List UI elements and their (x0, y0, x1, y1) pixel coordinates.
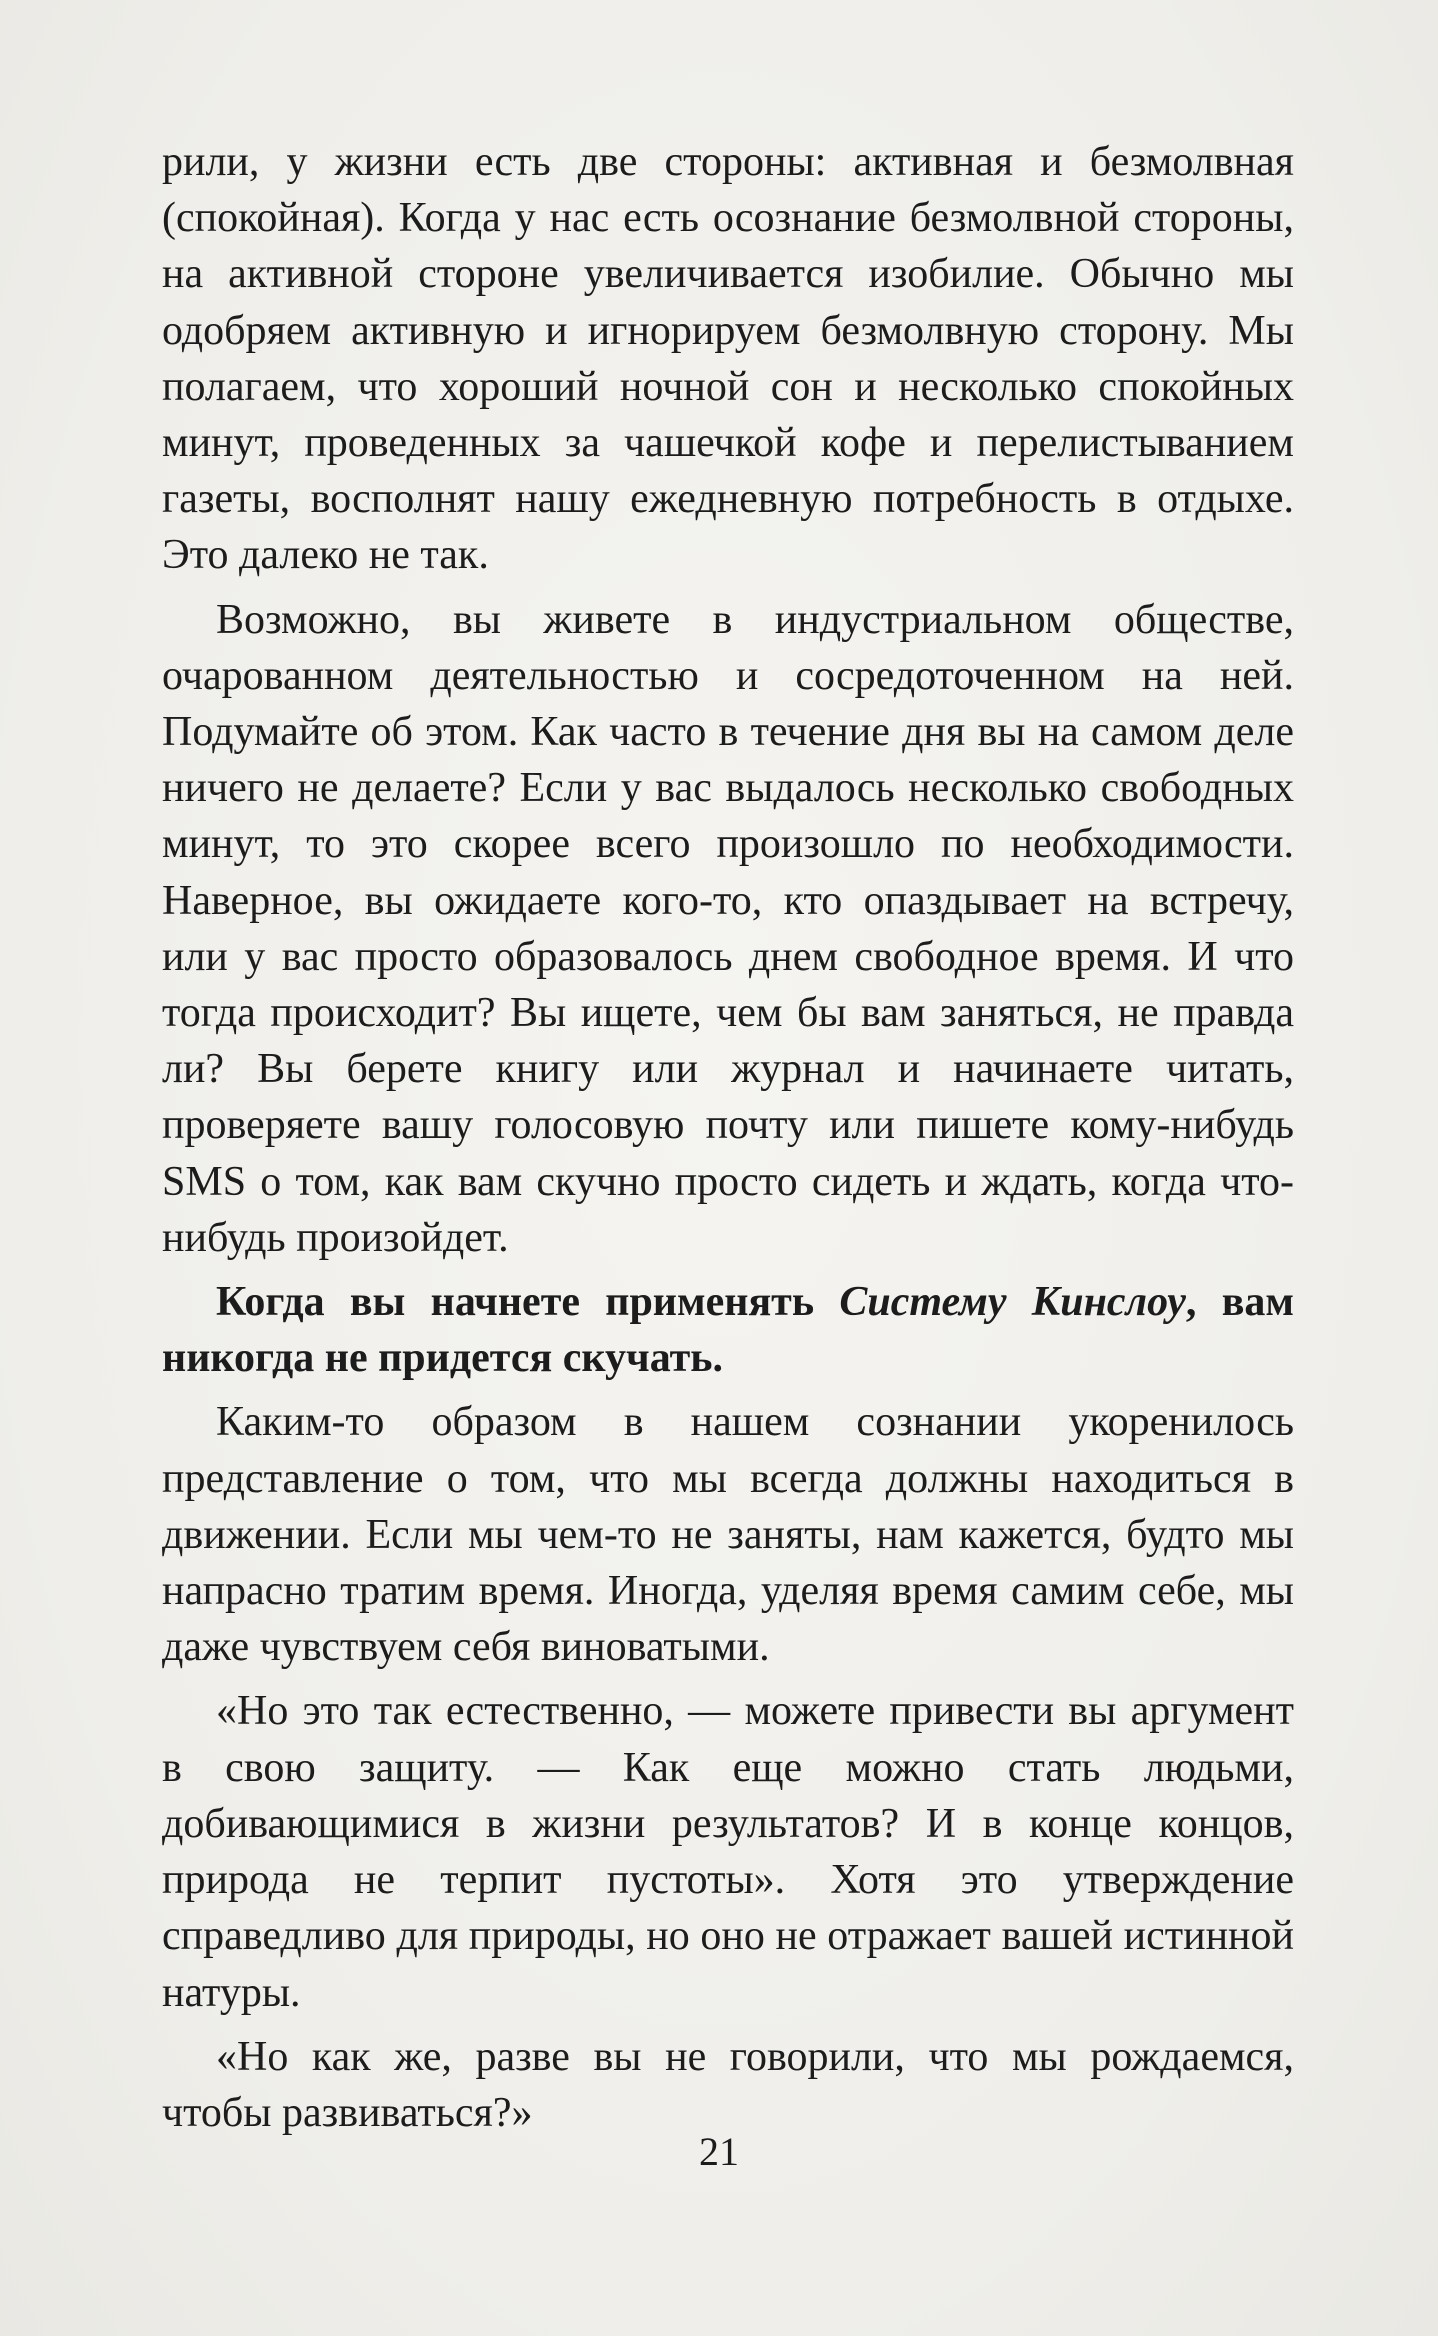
bold-paragraph-before: Когда вы начнете применять (216, 1279, 840, 1326)
bold-paragraph (162, 1274, 1294, 1386)
bold-paragraph-italic: Систему Кинслоу (839, 1279, 1186, 1326)
paragraph-4: Каким-то образом в нашем сознании укоренилось представление о том, что мы всегда должны находиться в движении. Если мы чем-то не заняты, нам кажется, будто мы напрасно тратим время. Иногда, уделяя время самим себе, мы даже чувствуем себя виноватыми. (162, 1399, 1294, 1671)
page-number: 21 (699, 2129, 739, 2174)
paragraph-1: рили, у жизни есть две стороны: активная и безмолвная (спокойная). Когда у нас есть осознание безмолвной стороны, на активной стороне увеличивается изобилие. Обычно мы одобряем активную и игнорируем безмолвную сторону. Мы полагаем, что хороший ночной сон и несколько спокойных минут, проведенных за чашечкой кофе и перелистыванием газеты, восполнят нашу ежедневную потребность в отдыхе. Это далеко не так. (162, 139, 1294, 579)
page-body (162, 134, 1294, 2149)
paragraph-5: «Но это так естественно, — можете привести вы аргумент в свою защиту. — Как еще можно стать людьми, добивающимися в жизни результатов? И в конце концов, природа не терпит пустоты». Хотя это утверждение справедливо для природы, но оно не отражает вашей истинной натуры. (162, 1688, 1294, 2016)
paragraph-2: Возможно, вы живете в индустриальном обществе, очарованном деятельностью и сосредоточенном на ней. Подумайте об этом. Как часто в течение дня вы на самом деле ничего не делаете? Если у вас выдалось несколько свободных минут, то это скорее всего произошло по необходимости. Наверное, вы ожидаете кого-то, кто опаздывает на встречу, или у вас просто образовалось днем свободное время. И что тогда происходит? Вы ищете, чем бы вам заняться, не правда ли? Вы берете книгу или журнал и начинаете читать, проверяете вашу голосовую почту или пишете кому-нибудь SMS о том, как вам скучно просто сидеть и ждать, когда что-нибудь произойдет. (162, 596, 1294, 1261)
bold-paragraph-after: , вам никогда не придется скучать. (162, 1279, 1295, 1382)
paragraph-6: «Но как же, разве вы не говорили, что мы рождаемся, чтобы развиваться?» (162, 2033, 1294, 2136)
